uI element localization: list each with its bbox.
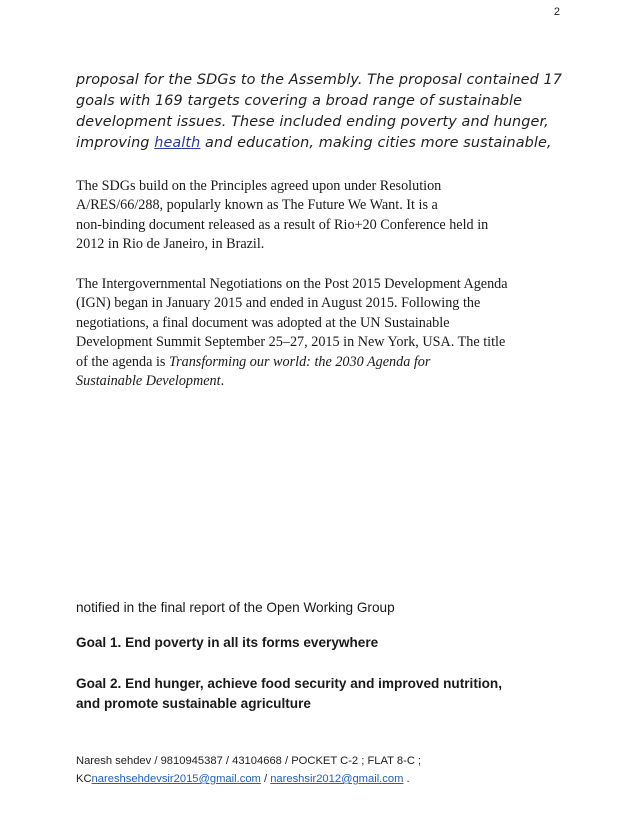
handwritten-line: goals with 169 targets covering a broad range of sustainable: [76, 93, 523, 109]
footer-contact-line: Naresh sehdev / 9810945387 / 43104668 / POCKET C-2 ; FLAT 8-C ;: [76, 755, 422, 767]
handwritten-text: and education, making cities more sustainable,: [200, 135, 552, 151]
page-number: 2: [553, 6, 560, 18]
handwritten-line: development issues. These included ending poverty and hunger,: [76, 114, 549, 130]
agenda-title-italic: Transforming our world: the 2030 Agenda for: [168, 353, 431, 370]
paragraph-text: .: [220, 373, 225, 390]
sdgs-principles-paragraph: [76, 177, 576, 255]
footer-email-line: [76, 773, 596, 785]
paragraph-line: Development Summit September 25–27, 2015 in New York, USA. The title: [76, 334, 506, 351]
paragraph-line: negotiations, a final document was adopted at the UN Sustainable: [76, 314, 450, 331]
paragraph-line: The Intergovernmental Negotiations on the Post 2015 Development Agenda: [76, 276, 508, 292]
handwritten-line: [76, 133, 576, 154]
goal-1-heading: [76, 633, 576, 653]
footer-separator: /: [260, 773, 271, 785]
paragraph-line: (IGN) began in January 2015 and ended in August 2015. Following the: [76, 295, 481, 312]
negotiations-paragraph: [76, 275, 576, 391]
footer-suffix: .: [403, 773, 410, 785]
goal-line: Goal 1. End poverty in all its forms everywhere: [76, 635, 379, 650]
paragraph-line: 2012 in Rio de Janeiro, in Brazil.: [76, 236, 265, 253]
goal-line: and promote sustainable agriculture: [76, 696, 311, 711]
health-link[interactable]: health: [154, 135, 201, 151]
email-link-1[interactable]: nareshsehdevsir2015@gmail.com: [91, 773, 261, 785]
handwritten-paragraph: [76, 70, 576, 154]
paragraph-line: The SDGs build on the Principles agreed upon under Resolution: [76, 178, 442, 194]
email-link-2[interactable]: nareshsir2012@gmail.com: [270, 773, 404, 785]
goal-2-heading: [76, 674, 576, 714]
handwritten-text: improving: [76, 135, 155, 151]
paragraph-text: of the agenda is: [76, 353, 169, 370]
paragraph-line: [76, 353, 576, 372]
footer-prefix: KC: [76, 773, 92, 785]
paragraph-line: A/RES/66/288, popularly known as The Future We Want. It is a: [76, 197, 438, 214]
goal-line: Goal 2. End hunger, achieve food security and improved nutrition,: [76, 676, 503, 691]
agenda-title-italic: Sustainable Development: [76, 373, 221, 390]
notified-text: notified in the final report of the Open Working Group: [76, 600, 395, 615]
handwritten-line: proposal for the SDGs to the Assembly. The proposal contained 17: [76, 72, 562, 88]
paragraph-line: [76, 372, 576, 391]
paragraph-line: non-binding document released as a result of Rio+20 Conference held in: [76, 216, 489, 233]
